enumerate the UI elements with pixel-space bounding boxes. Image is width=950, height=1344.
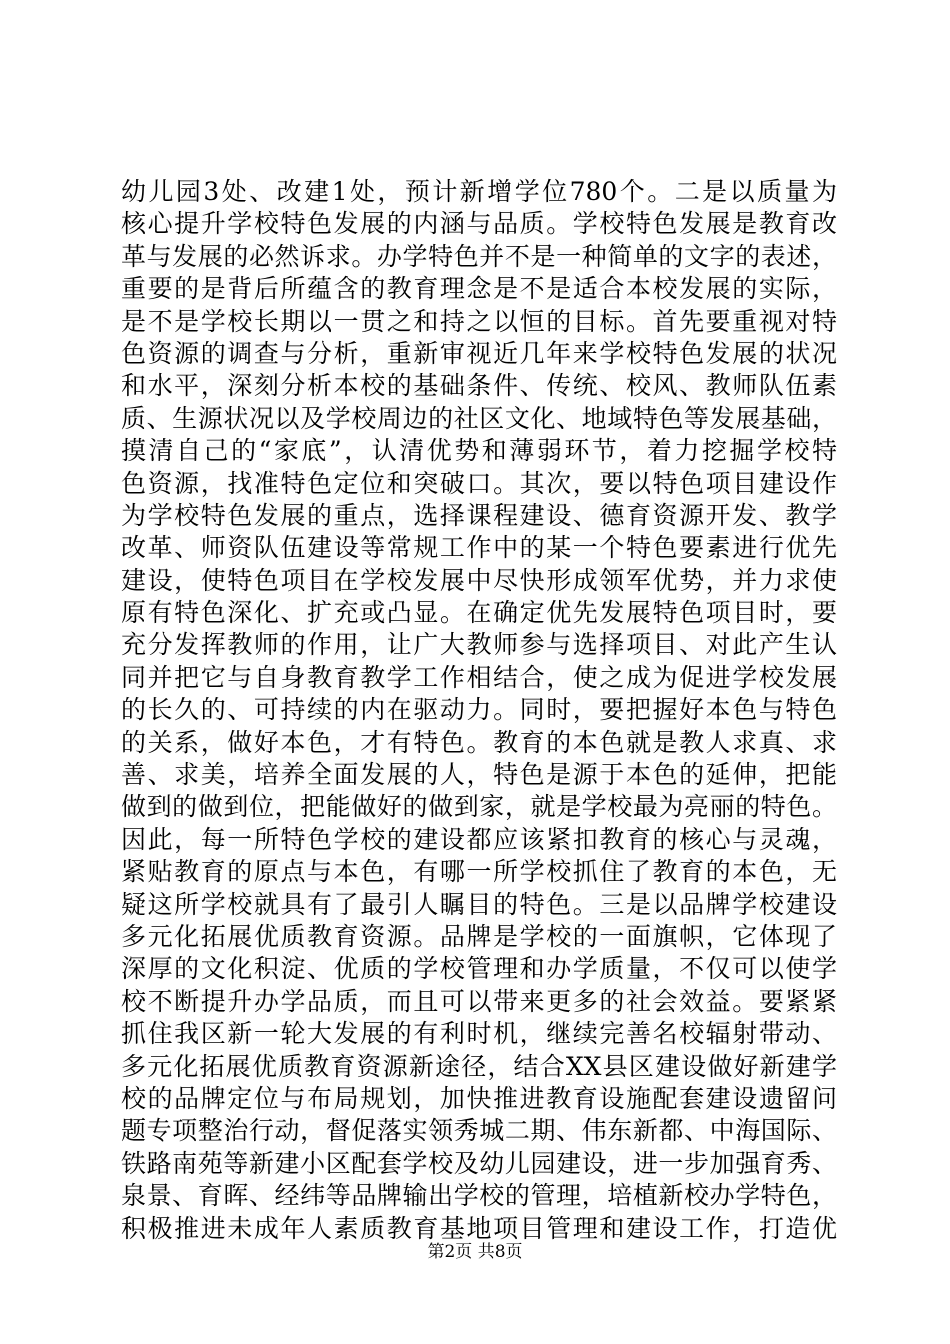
text-line: 题专项整治行动，督促落实领秀城二期、伟东新都、中海国际、 <box>121 1116 837 1146</box>
text-line: 做到的做到位，把能做好的做到家，就是学校最为亮丽的特色。 <box>121 792 837 822</box>
text-line: 色资源的调查与分析，重新审视近几年来学校特色发展的状况 <box>121 338 837 368</box>
text-line: 充分发挥教师的作用，让广大教师参与选择项目、对此产生认 <box>121 630 837 660</box>
text-line: 建设，使特色项目在学校发展中尽快形成领军优势，并力求使 <box>121 565 837 595</box>
text-line: 的长久的、可持续的内在驱动力。同时，要把握好本色与特色 <box>121 695 837 725</box>
text-line: 为学校特色发展的重点，选择课程建设、德育资源开发、教学 <box>121 500 837 530</box>
text-line: 铁路南苑等新建小区配套学校及幼儿园建设，进一步加强育秀、 <box>121 1148 837 1178</box>
text-line: 革与发展的必然诉求。办学特色并不是一种简单的文字的表述， <box>121 241 837 271</box>
text-line: 是不是学校长期以一贯之和持之以恒的目标。首先要重视对特 <box>121 306 837 336</box>
text-line: 同并把它与自身教育教学工作相结合，使之成为促进学校发展 <box>121 662 837 692</box>
body-text <box>121 176 837 1245</box>
text-line: 多元化拓展优质教育资源。品牌是学校的一面旗帜，它体现了 <box>121 921 837 951</box>
text-line: 重要的是背后所蕴含的教育理念是不是适合本校发展的实际， <box>121 274 837 304</box>
text-line: 改革、师资队伍建设等常规工作中的某一个特色要素进行优先 <box>121 533 837 563</box>
text-line: 色资源，找准特色定位和突破口。其次，要以特色项目建设作 <box>121 468 837 498</box>
page-number-label: 第2页 共8页 <box>427 1242 523 1262</box>
text-line: 多元化拓展优质教育资源新途径，结合XX县区建设做好新建学 <box>121 1051 837 1081</box>
page-footer <box>0 1241 950 1263</box>
text-line: 的关系，做好本色，才有特色。教育的本色就是教人求真、求 <box>121 727 837 757</box>
text-line: 紧贴教育的原点与本色，有哪一所学校抓住了教育的本色，无 <box>121 857 837 887</box>
text-line: 校不断提升办学品质，而且可以带来更多的社会效益。要紧紧 <box>121 986 837 1016</box>
text-line: 原有特色深化、扩充或凸显。在确定优先发展特色项目时，要 <box>121 598 837 628</box>
text-line: 质、生源状况以及学校周边的社区文化、地域特色等发展基础， <box>121 403 837 433</box>
text-line: 核心提升学校特色发展的内涵与品质。学校特色发展是教育改 <box>121 209 837 239</box>
text-line: 和水平，深刻分析本校的基础条件、传统、校风、教师队伍素 <box>121 371 837 401</box>
text-line: 泉景、育晖、经纬等品牌输出学校的管理，培植新校办学特色， <box>121 1181 837 1211</box>
text-line: 善、求美，培养全面发展的人，特色是源于本色的延伸，把能 <box>121 760 837 790</box>
text-line: 疑这所学校就具有了最引人瞩目的特色。三是以品牌学校建设 <box>121 889 837 919</box>
text-line: 摸清自己的“家底”，认清优势和薄弱环节，着力挖掘学校特 <box>121 436 837 466</box>
text-line: 幼儿园3处、改建1处，预计新增学位780个。二是以质量为 <box>121 177 837 206</box>
text-line: 深厚的文化积淀、优质的学校管理和办学质量，不仅可以使学 <box>121 954 837 984</box>
text-line: 抓住我区新一轮大发展的有利时机，继续完善名校辐射带动、 <box>121 1019 837 1049</box>
text-line: 校的品牌定位与布局规划，加快推进教育设施配套建设遗留问 <box>121 1083 837 1113</box>
text-line: 因此，每一所特色学校的建设都应该紧扣教育的核心与灵魂， <box>121 824 837 854</box>
text-line: 积极推进未成年人素质教育基地项目管理和建设工作，打造优 <box>121 1213 837 1243</box>
